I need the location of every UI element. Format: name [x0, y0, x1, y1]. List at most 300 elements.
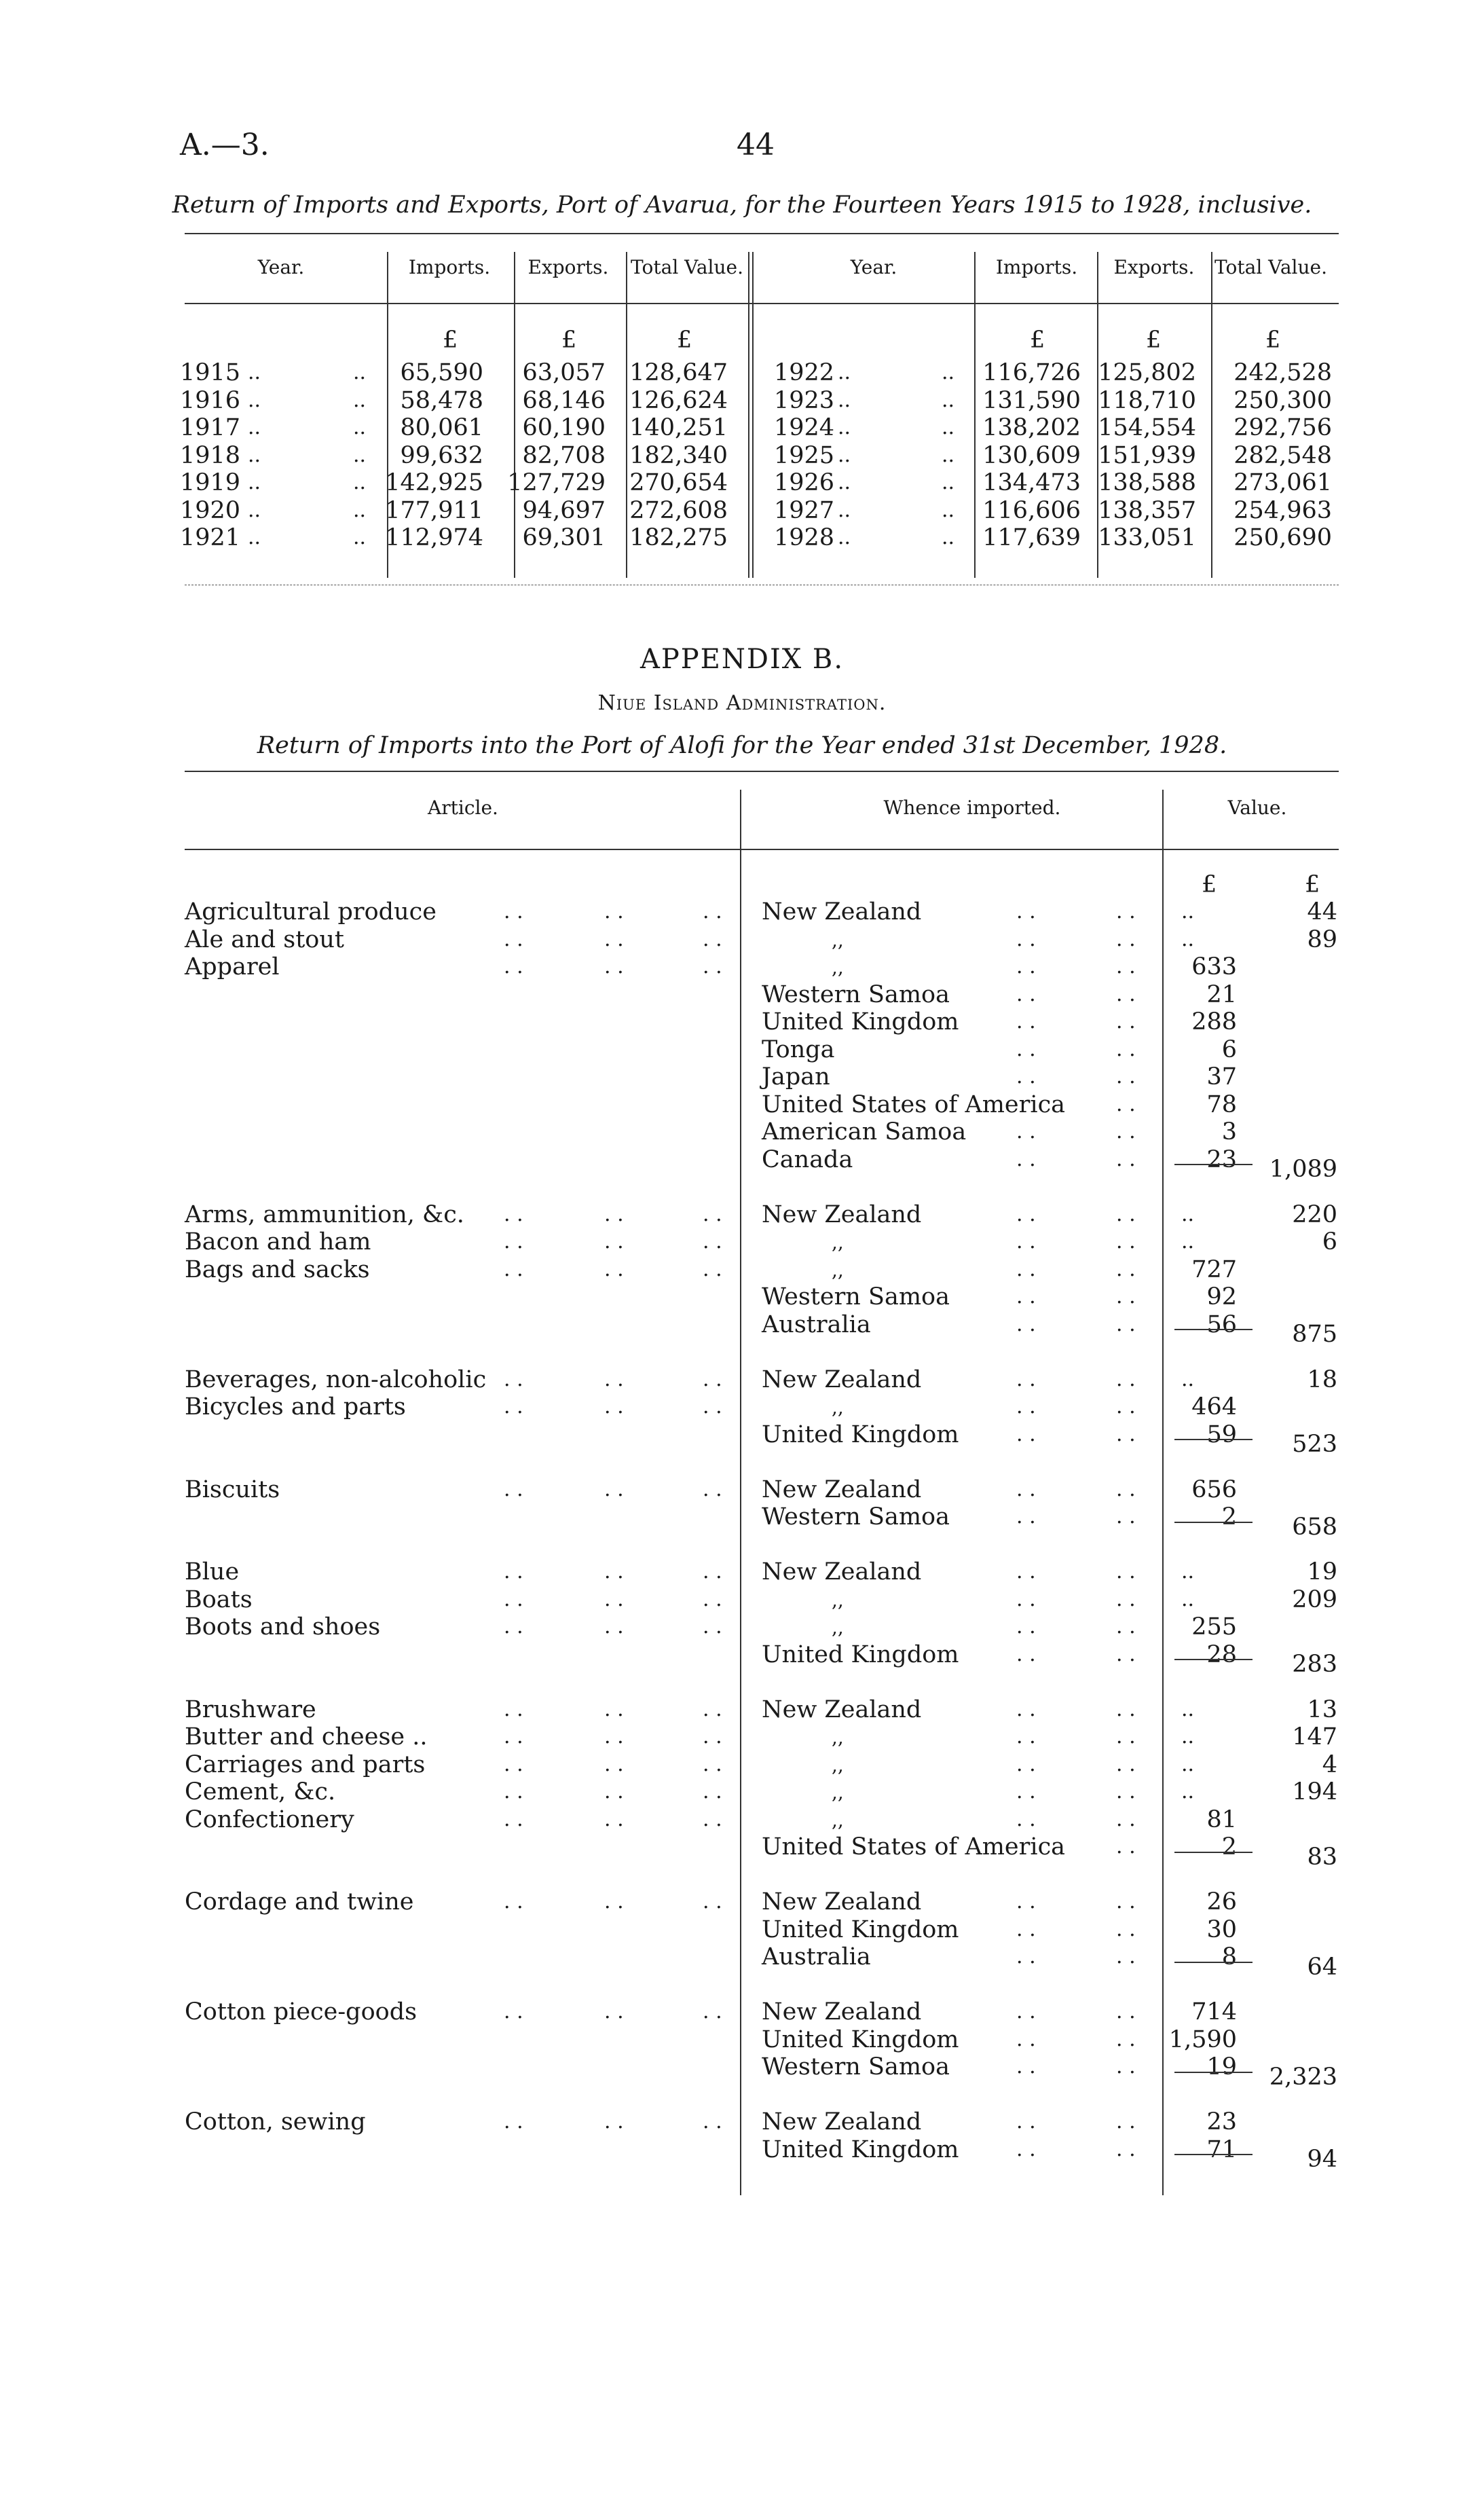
leader-dots: . .: [1116, 1780, 1136, 1803]
leader-dots: . .: [504, 1230, 523, 1253]
total-cell: 126,624: [629, 386, 728, 414]
year-cell: 1915: [180, 359, 241, 386]
leader-dots: . .: [1016, 1120, 1036, 1143]
exports-cell: 60,190: [522, 414, 606, 441]
column-header: Imports.: [995, 256, 1078, 278]
rule-line: [740, 790, 741, 2195]
leader-dots: . .: [1016, 1230, 1036, 1253]
value-total-cell: 13: [1307, 1696, 1337, 1723]
leader-dots: . .: [1116, 1092, 1136, 1116]
exports-cell: 133,051: [1098, 524, 1196, 551]
leader-dots: . .: [504, 1890, 523, 1913]
leader-dots: . .: [703, 1560, 722, 1583]
table2-title: Return of Imports into the Port of Alofi for the Year ended 31st December, 1928.: [257, 732, 1227, 759]
leader-dots: ..: [942, 498, 955, 522]
leader-dots: . .: [1116, 1917, 1136, 1941]
rule-line: [1174, 2072, 1253, 2073]
leader-dots: . .: [504, 1587, 523, 1611]
leader-dots: . .: [604, 1395, 624, 1418]
leader-dots: . .: [1116, 955, 1136, 978]
value-total-cell: 4: [1322, 1751, 1337, 1778]
leader-dots: . .: [1116, 1065, 1136, 1088]
whence-cell: New Zealand: [762, 898, 922, 925]
article-cell: Cotton piece-goods: [185, 1998, 418, 2026]
total-cell: 270,654: [629, 469, 728, 496]
value-item-cell: 56: [1206, 1311, 1237, 1338]
whence-cell: ,,: [832, 956, 844, 978]
whence-cell: New Zealand: [762, 1696, 922, 1723]
imports-cell: 134,473: [982, 469, 1081, 496]
article-cell: Boats: [185, 1586, 253, 1613]
value-item-cell: 288: [1191, 1008, 1237, 1035]
value-total-cell: 209: [1292, 1586, 1337, 1613]
value-item-cell: 3: [1221, 1118, 1237, 1145]
leader-dots: . .: [703, 1477, 722, 1501]
leader-dots: . .: [1016, 1780, 1036, 1803]
whence-cell: United Kingdom: [762, 1008, 959, 1035]
leader-dots: . .: [1116, 1230, 1136, 1253]
value-total-cell: 523: [1292, 1431, 1337, 1458]
exports-cell: 94,697: [522, 496, 606, 524]
leader-dots: ..: [353, 388, 367, 412]
article-cell: Cordage and twine: [185, 1888, 414, 1916]
leader-dots: . .: [1116, 927, 1136, 951]
leader-dots: . .: [1116, 1835, 1136, 1858]
leader-dots: ..: [838, 361, 851, 384]
column-header-whence: Whence imported.: [883, 796, 1061, 819]
leader-dots: . .: [703, 1395, 722, 1418]
total-cell: 292,756: [1233, 414, 1332, 441]
value-item-cell: 8: [1221, 1943, 1237, 1971]
leader-dots: . .: [703, 1615, 722, 1638]
leader-dots: . .: [1016, 1422, 1036, 1446]
leader-dots: . .: [1116, 1010, 1136, 1033]
value-total-cell: 19: [1307, 1558, 1337, 1586]
leader-dots: . .: [703, 1697, 722, 1721]
value-item-cell: 714: [1191, 1998, 1237, 2026]
leader-dots: . .: [1116, 1752, 1136, 1776]
value-item-cell: 19: [1206, 2053, 1237, 2081]
leader-dots: ..: [942, 416, 955, 439]
whence-cell: United States of America: [762, 1090, 1066, 1118]
value-item-cell: 255: [1191, 1613, 1237, 1641]
year-cell: 1924: [774, 414, 835, 441]
leader-dots: . .: [504, 1477, 523, 1501]
leader-dots: . .: [1016, 1257, 1036, 1281]
leader-dots: . .: [1016, 1560, 1036, 1583]
leader-dots: . .: [1116, 1697, 1136, 1721]
total-cell: 273,061: [1233, 469, 1332, 496]
leader-dots: ..: [838, 443, 851, 467]
leader-dots: . .: [1016, 2055, 1036, 2078]
value-total-cell: 64: [1307, 1953, 1337, 1981]
article-cell: Bags and sacks: [185, 1256, 370, 1283]
leader-dots: . .: [1016, 1890, 1036, 1913]
leader-dots: ..: [353, 361, 367, 384]
imports-cell: 177,911: [385, 496, 483, 524]
value-item-cell: ..: [1181, 1780, 1195, 1803]
year-cell: 1918: [180, 441, 241, 469]
leader-dots: . .: [604, 1257, 624, 1281]
leader-dots: . .: [1016, 1010, 1036, 1033]
value-item-cell: 21: [1206, 980, 1237, 1008]
leader-dots: . .: [1016, 1505, 1036, 1528]
whence-cell: United Kingdom: [762, 1916, 959, 1943]
year-cell: 1927: [774, 496, 835, 524]
value-total-cell: 658: [1292, 1513, 1337, 1541]
leader-dots: . .: [1016, 1147, 1036, 1171]
value-item-cell: 71: [1206, 2136, 1237, 2163]
leader-dots: . .: [504, 955, 523, 978]
value-item-cell: ..: [1181, 1367, 1195, 1391]
leader-dots: . .: [703, 1367, 722, 1391]
leader-dots: . .: [604, 1697, 624, 1721]
whence-cell: New Zealand: [762, 1200, 922, 1228]
value-item-cell: 464: [1191, 1393, 1237, 1421]
leader-dots: . .: [504, 927, 523, 951]
leader-dots: . .: [1016, 1752, 1036, 1776]
whence-cell: ,,: [832, 1781, 844, 1803]
leader-dots: . .: [504, 1560, 523, 1583]
currency-symbol: £: [1202, 871, 1217, 898]
leader-dots: . .: [1016, 1615, 1036, 1638]
leader-dots: ..: [353, 416, 367, 439]
appendix-heading: APPENDIX B.: [639, 644, 845, 675]
value-item-cell: 78: [1206, 1090, 1237, 1118]
table1-title: Return of Imports and Exports, Port of Avarua, for the Fourteen Years 1915 to 1928, inclusive.: [172, 191, 1312, 219]
leader-dots: . .: [504, 1697, 523, 1721]
whence-cell: New Zealand: [762, 1998, 922, 2026]
imports-cell: 117,639: [982, 524, 1081, 551]
rule-line: [1174, 2154, 1253, 2155]
leader-dots: . .: [604, 955, 624, 978]
leader-dots: ..: [942, 388, 955, 412]
leader-dots: . .: [1016, 1587, 1036, 1611]
exports-cell: 69,301: [522, 524, 606, 551]
leader-dots: . .: [504, 1807, 523, 1831]
leader-dots: . .: [1016, 1395, 1036, 1418]
leader-dots: . .: [1016, 1202, 1036, 1226]
value-item-cell: 81: [1206, 1806, 1237, 1833]
value-item-cell: 2: [1221, 1833, 1237, 1861]
value-item-cell: 26: [1206, 1888, 1237, 1916]
article-cell: Apparel: [185, 953, 280, 980]
leader-dots: . .: [504, 1725, 523, 1748]
whence-cell: Western Samoa: [762, 980, 950, 1008]
leader-dots: . .: [604, 1560, 624, 1583]
leader-dots: . .: [703, 1202, 722, 1226]
imports-cell: 112,974: [385, 524, 483, 551]
whence-cell: New Zealand: [762, 2108, 922, 2136]
leader-dots: ..: [838, 498, 851, 522]
page-reference: A.—3.: [180, 128, 270, 162]
article-cell: Carriages and parts: [185, 1751, 426, 1778]
value-item-cell: ..: [1181, 1725, 1195, 1748]
whence-cell: ,,: [832, 1258, 844, 1281]
whence-cell: ,,: [832, 1726, 844, 1748]
leader-dots: ..: [353, 526, 367, 549]
leader-dots: ..: [942, 471, 955, 494]
page-number: 44: [737, 128, 775, 162]
imports-cell: 131,590: [982, 386, 1081, 414]
year-cell: 1926: [774, 469, 835, 496]
leader-dots: . .: [1116, 1477, 1136, 1501]
total-cell: 242,528: [1233, 359, 1332, 386]
appendix-subheading: Niue Island Administration.: [597, 691, 887, 715]
rule-line: [1174, 1439, 1253, 1440]
value-item-cell: 2: [1221, 1503, 1237, 1531]
leader-dots: . .: [1016, 2137, 1036, 2161]
total-cell: 128,647: [629, 359, 728, 386]
leader-dots: . .: [703, 900, 722, 923]
article-cell: Boots and shoes: [185, 1613, 381, 1641]
value-item-cell: ..: [1181, 1697, 1195, 1721]
leader-dots: . .: [504, 1780, 523, 1803]
leader-dots: . .: [703, 1230, 722, 1253]
leader-dots: . .: [1016, 1065, 1036, 1088]
leader-dots: . .: [1116, 1560, 1136, 1583]
value-item-cell: 30: [1206, 1916, 1237, 1943]
value-total-cell: 1,089: [1269, 1156, 1337, 1183]
value-total-cell: 220: [1292, 1200, 1337, 1228]
leader-dots: . .: [1016, 1285, 1036, 1308]
leader-dots: . .: [1116, 2000, 1136, 2023]
article-cell: Cotton, sewing: [185, 2108, 366, 2136]
leader-dots: . .: [1016, 955, 1036, 978]
leader-dots: . .: [1116, 900, 1136, 923]
leader-dots: . .: [604, 927, 624, 951]
leader-dots: . .: [504, 2000, 523, 2023]
leader-dots: . .: [703, 1807, 722, 1831]
leader-dots: . .: [1116, 1202, 1136, 1226]
rule-line: [185, 233, 1339, 234]
leader-dots: . .: [1116, 2055, 1136, 2078]
article-cell: Butter and cheese ..: [185, 1723, 428, 1751]
whence-cell: United Kingdom: [762, 1421, 959, 1448]
rule-line: [1174, 1522, 1253, 1523]
leader-dots: . .: [1116, 1367, 1136, 1391]
leader-dots: . .: [604, 1752, 624, 1776]
year-cell: 1919: [180, 469, 241, 496]
value-item-cell: ..: [1181, 1587, 1195, 1611]
leader-dots: . .: [703, 2000, 722, 2023]
currency-symbol: £: [1030, 327, 1045, 354]
total-cell: 182,340: [629, 441, 728, 469]
value-total-cell: 44: [1307, 898, 1337, 925]
imports-exports-table: [178, 233, 1337, 593]
exports-cell: 138,588: [1098, 469, 1196, 496]
leader-dots: ..: [248, 388, 261, 412]
value-total-cell: 147: [1292, 1723, 1337, 1751]
value-total-cell: 283: [1292, 1651, 1337, 1678]
value-item-cell: ..: [1181, 1752, 1195, 1776]
total-cell: 250,690: [1233, 524, 1332, 551]
column-header: Year.: [850, 256, 897, 278]
leader-dots: . .: [1116, 2110, 1136, 2133]
leader-dots: . .: [1116, 982, 1136, 1006]
leader-dots: . .: [703, 2110, 722, 2133]
value-item-cell: ..: [1181, 1560, 1195, 1583]
year-cell: 1916: [180, 386, 241, 414]
leader-dots: . .: [1116, 1257, 1136, 1281]
total-cell: 182,275: [629, 524, 728, 551]
total-cell: 250,300: [1233, 386, 1332, 414]
value-item-cell: ..: [1181, 927, 1195, 951]
leader-dots: ..: [248, 498, 261, 522]
leader-dots: . .: [703, 955, 722, 978]
value-item-cell: 37: [1206, 1063, 1237, 1090]
imports-cell: 116,606: [982, 496, 1081, 524]
exports-cell: 151,939: [1098, 441, 1196, 469]
leader-dots: . .: [1016, 1312, 1036, 1336]
leader-dots: . .: [504, 1367, 523, 1391]
leader-dots: . .: [1116, 1725, 1136, 1748]
leader-dots: . .: [1116, 1120, 1136, 1143]
leader-dots: . .: [1116, 2027, 1136, 2051]
value-item-cell: ..: [1181, 1230, 1195, 1253]
whence-cell: ,,: [832, 1396, 844, 1418]
whence-cell: United Kingdom: [762, 2136, 959, 2163]
article-cell: Cement, &c.: [185, 1778, 336, 1806]
whence-cell: New Zealand: [762, 1476, 922, 1503]
value-total-cell: 2,323: [1269, 2063, 1337, 2091]
leader-dots: . .: [1116, 1395, 1136, 1418]
value-item-cell: 633: [1191, 953, 1237, 980]
article-cell: Beverages, non-alcoholic: [185, 1366, 487, 1393]
rule-line: [1174, 1329, 1253, 1330]
leader-dots: ..: [248, 361, 261, 384]
leader-dots: ..: [353, 471, 367, 494]
imports-cell: 138,202: [982, 414, 1081, 441]
leader-dots: . .: [1016, 982, 1036, 1006]
leader-dots: . .: [604, 1367, 624, 1391]
whence-cell: Australia: [762, 1311, 871, 1338]
whence-cell: New Zealand: [762, 1558, 922, 1586]
leader-dots: . .: [1016, 1697, 1036, 1721]
article-cell: Bacon and ham: [185, 1228, 371, 1256]
leader-dots: . .: [1016, 1367, 1036, 1391]
whence-cell: Western Samoa: [762, 2053, 950, 2081]
leader-dots: ..: [248, 443, 261, 467]
rule-line: [1174, 1164, 1253, 1165]
currency-symbol: £: [443, 327, 458, 354]
leader-dots: . .: [604, 1615, 624, 1638]
exports-cell: 68,146: [522, 386, 606, 414]
article-cell: Confectionery: [185, 1806, 354, 1833]
column-header: Imports.: [408, 256, 491, 278]
total-cell: 282,548: [1233, 441, 1332, 469]
whence-cell: New Zealand: [762, 1366, 922, 1393]
rule-line: [1174, 1962, 1253, 1963]
article-cell: Agricultural produce: [185, 898, 437, 925]
leader-dots: . .: [504, 1257, 523, 1281]
whence-cell: Western Samoa: [762, 1503, 950, 1531]
leader-dots: ..: [248, 471, 261, 494]
leader-dots: . .: [1116, 1147, 1136, 1171]
column-header: Exports.: [1113, 256, 1195, 278]
value-item-cell: ..: [1181, 900, 1195, 923]
leader-dots: . .: [1016, 1477, 1036, 1501]
leader-dots: . .: [1016, 2027, 1036, 2051]
leader-dots: ..: [942, 361, 955, 384]
value-item-cell: 92: [1206, 1283, 1237, 1311]
value-total-cell: 83: [1307, 1843, 1337, 1871]
leader-dots: . .: [1016, 2110, 1036, 2133]
leader-dots: ..: [838, 526, 851, 549]
value-total-cell: 89: [1307, 925, 1337, 953]
year-cell: 1917: [180, 414, 241, 441]
value-item-cell: 23: [1206, 1145, 1237, 1173]
leader-dots: . .: [604, 900, 624, 923]
whence-cell: ,,: [832, 1616, 844, 1638]
leader-dots: ..: [838, 471, 851, 494]
leader-dots: . .: [1016, 927, 1036, 951]
leader-dots: . .: [703, 1752, 722, 1776]
value-total-cell: 875: [1292, 1321, 1337, 1348]
value-item-cell: 23: [1206, 2108, 1237, 2136]
whence-cell: ,,: [832, 928, 844, 951]
article-cell: Ale and stout: [185, 925, 344, 953]
leader-dots: . .: [703, 1587, 722, 1611]
column-header-value: Value.: [1227, 796, 1287, 819]
column-header: Year.: [257, 256, 305, 278]
whence-cell: Japan: [762, 1063, 830, 1090]
leader-dots: . .: [1116, 1642, 1136, 1666]
whence-cell: Tonga: [762, 1035, 835, 1063]
leader-dots: . .: [1016, 1917, 1036, 1941]
year-cell: 1923: [774, 386, 835, 414]
whence-cell: American Samoa: [762, 1118, 967, 1145]
value-item-cell: 1,590: [1168, 2026, 1237, 2053]
leader-dots: . .: [604, 1780, 624, 1803]
year-cell: 1925: [774, 441, 835, 469]
whence-cell: New Zealand: [762, 1888, 922, 1916]
currency-symbol: £: [1265, 327, 1281, 354]
article-cell: Blue: [185, 1558, 240, 1586]
rule-line: [185, 771, 1339, 772]
exports-cell: 125,802: [1098, 359, 1196, 386]
leader-dots: . .: [604, 1807, 624, 1831]
leader-dots: ..: [942, 526, 955, 549]
rule-line: [752, 252, 754, 578]
imports-cell: 130,609: [982, 441, 1081, 469]
imports-cell: 80,061: [400, 414, 483, 441]
leader-dots: . .: [604, 1202, 624, 1226]
year-cell: 1921: [180, 524, 241, 551]
value-total-cell: 94: [1307, 2146, 1337, 2173]
year-cell: 1922: [774, 359, 835, 386]
whence-cell: Canada: [762, 1145, 853, 1173]
article-cell: Biscuits: [185, 1476, 280, 1503]
leader-dots: . .: [1116, 1807, 1136, 1831]
whence-cell: Australia: [762, 1943, 871, 1971]
leader-dots: . .: [1016, 2000, 1036, 2023]
article-cell: Arms, ammunition, &c.: [185, 1200, 464, 1228]
leader-dots: ..: [838, 388, 851, 412]
leader-dots: . .: [1116, 1312, 1136, 1336]
leader-dots: . .: [1116, 1285, 1136, 1308]
leader-dots: . .: [604, 1890, 624, 1913]
currency-symbol: £: [1146, 327, 1162, 354]
leader-dots: . .: [703, 1780, 722, 1803]
imports-cell: 65,590: [400, 359, 483, 386]
leader-dots: ..: [353, 443, 367, 467]
total-cell: 272,608: [629, 496, 728, 524]
leader-dots: ..: [838, 416, 851, 439]
whence-cell: United Kingdom: [762, 2026, 959, 2053]
value-item-cell: 59: [1206, 1421, 1237, 1448]
currency-symbol: £: [1305, 871, 1320, 898]
